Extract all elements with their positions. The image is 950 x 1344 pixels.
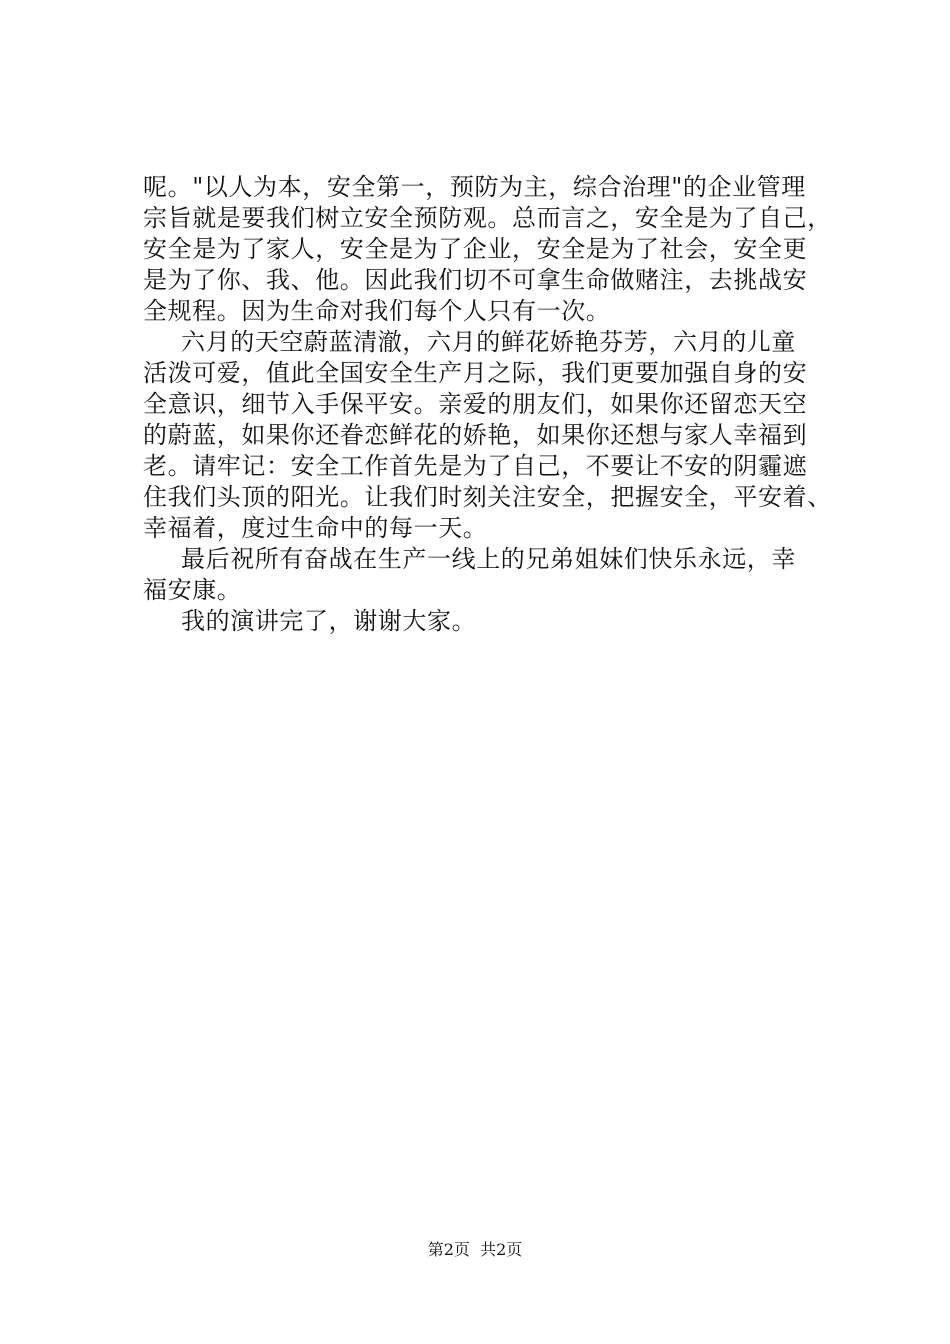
- text-line: 安全是为了家人，安全是为了企业，安全是为了社会，安全更: [143, 235, 808, 263]
- text-line: 全意识，细节入手保平安。亲爱的朋友们，如果你还留恋天空: [143, 390, 808, 418]
- text-line: 呢。"以人为本，安全第一，预防为主，综合治理"的企业管理: [143, 173, 806, 201]
- text-line: 的蔚蓝，如果你还眷恋鲜花的娇艳，如果你还想与家人幸福到: [143, 421, 808, 449]
- text-line: 宗旨就是要我们树立安全预防观。总而言之，安全是为了自己，: [143, 204, 832, 232]
- text-line: 住我们头顶的阳光。让我们时刻关注安全，把握安全，平安着、: [143, 483, 832, 511]
- page-footer: 第2页 共2页: [427, 1240, 523, 1259]
- paragraph-first-line: 我的演讲完了，谢谢大家。: [181, 607, 477, 635]
- paragraph-first-line: 最后祝所有奋战在生产一线上的兄弟姐妹们快乐永远，幸: [181, 545, 796, 573]
- document-body: [143, 172, 863, 637]
- text-line: 活泼可爱，值此全国安全生产月之际，我们更要加强自身的安: [143, 359, 808, 387]
- text-line: 幸福着，度过生命中的每一天。: [143, 514, 488, 542]
- paragraph-first-line: 六月的天空蔚蓝清澈，六月的鲜花娇艳芬芳，六月的儿童: [181, 328, 796, 356]
- text-line: 全规程。因为生命对我们每个人只有一次。: [143, 297, 611, 325]
- text-line: 是为了你、我、他。因此我们切不可拿生命做赌注，去挑战安: [143, 266, 808, 294]
- text-line: 老。请牢记：安全工作首先是为了自己，不要让不安的阴霾遮: [143, 452, 808, 480]
- text-line: 福安康。: [143, 576, 242, 604]
